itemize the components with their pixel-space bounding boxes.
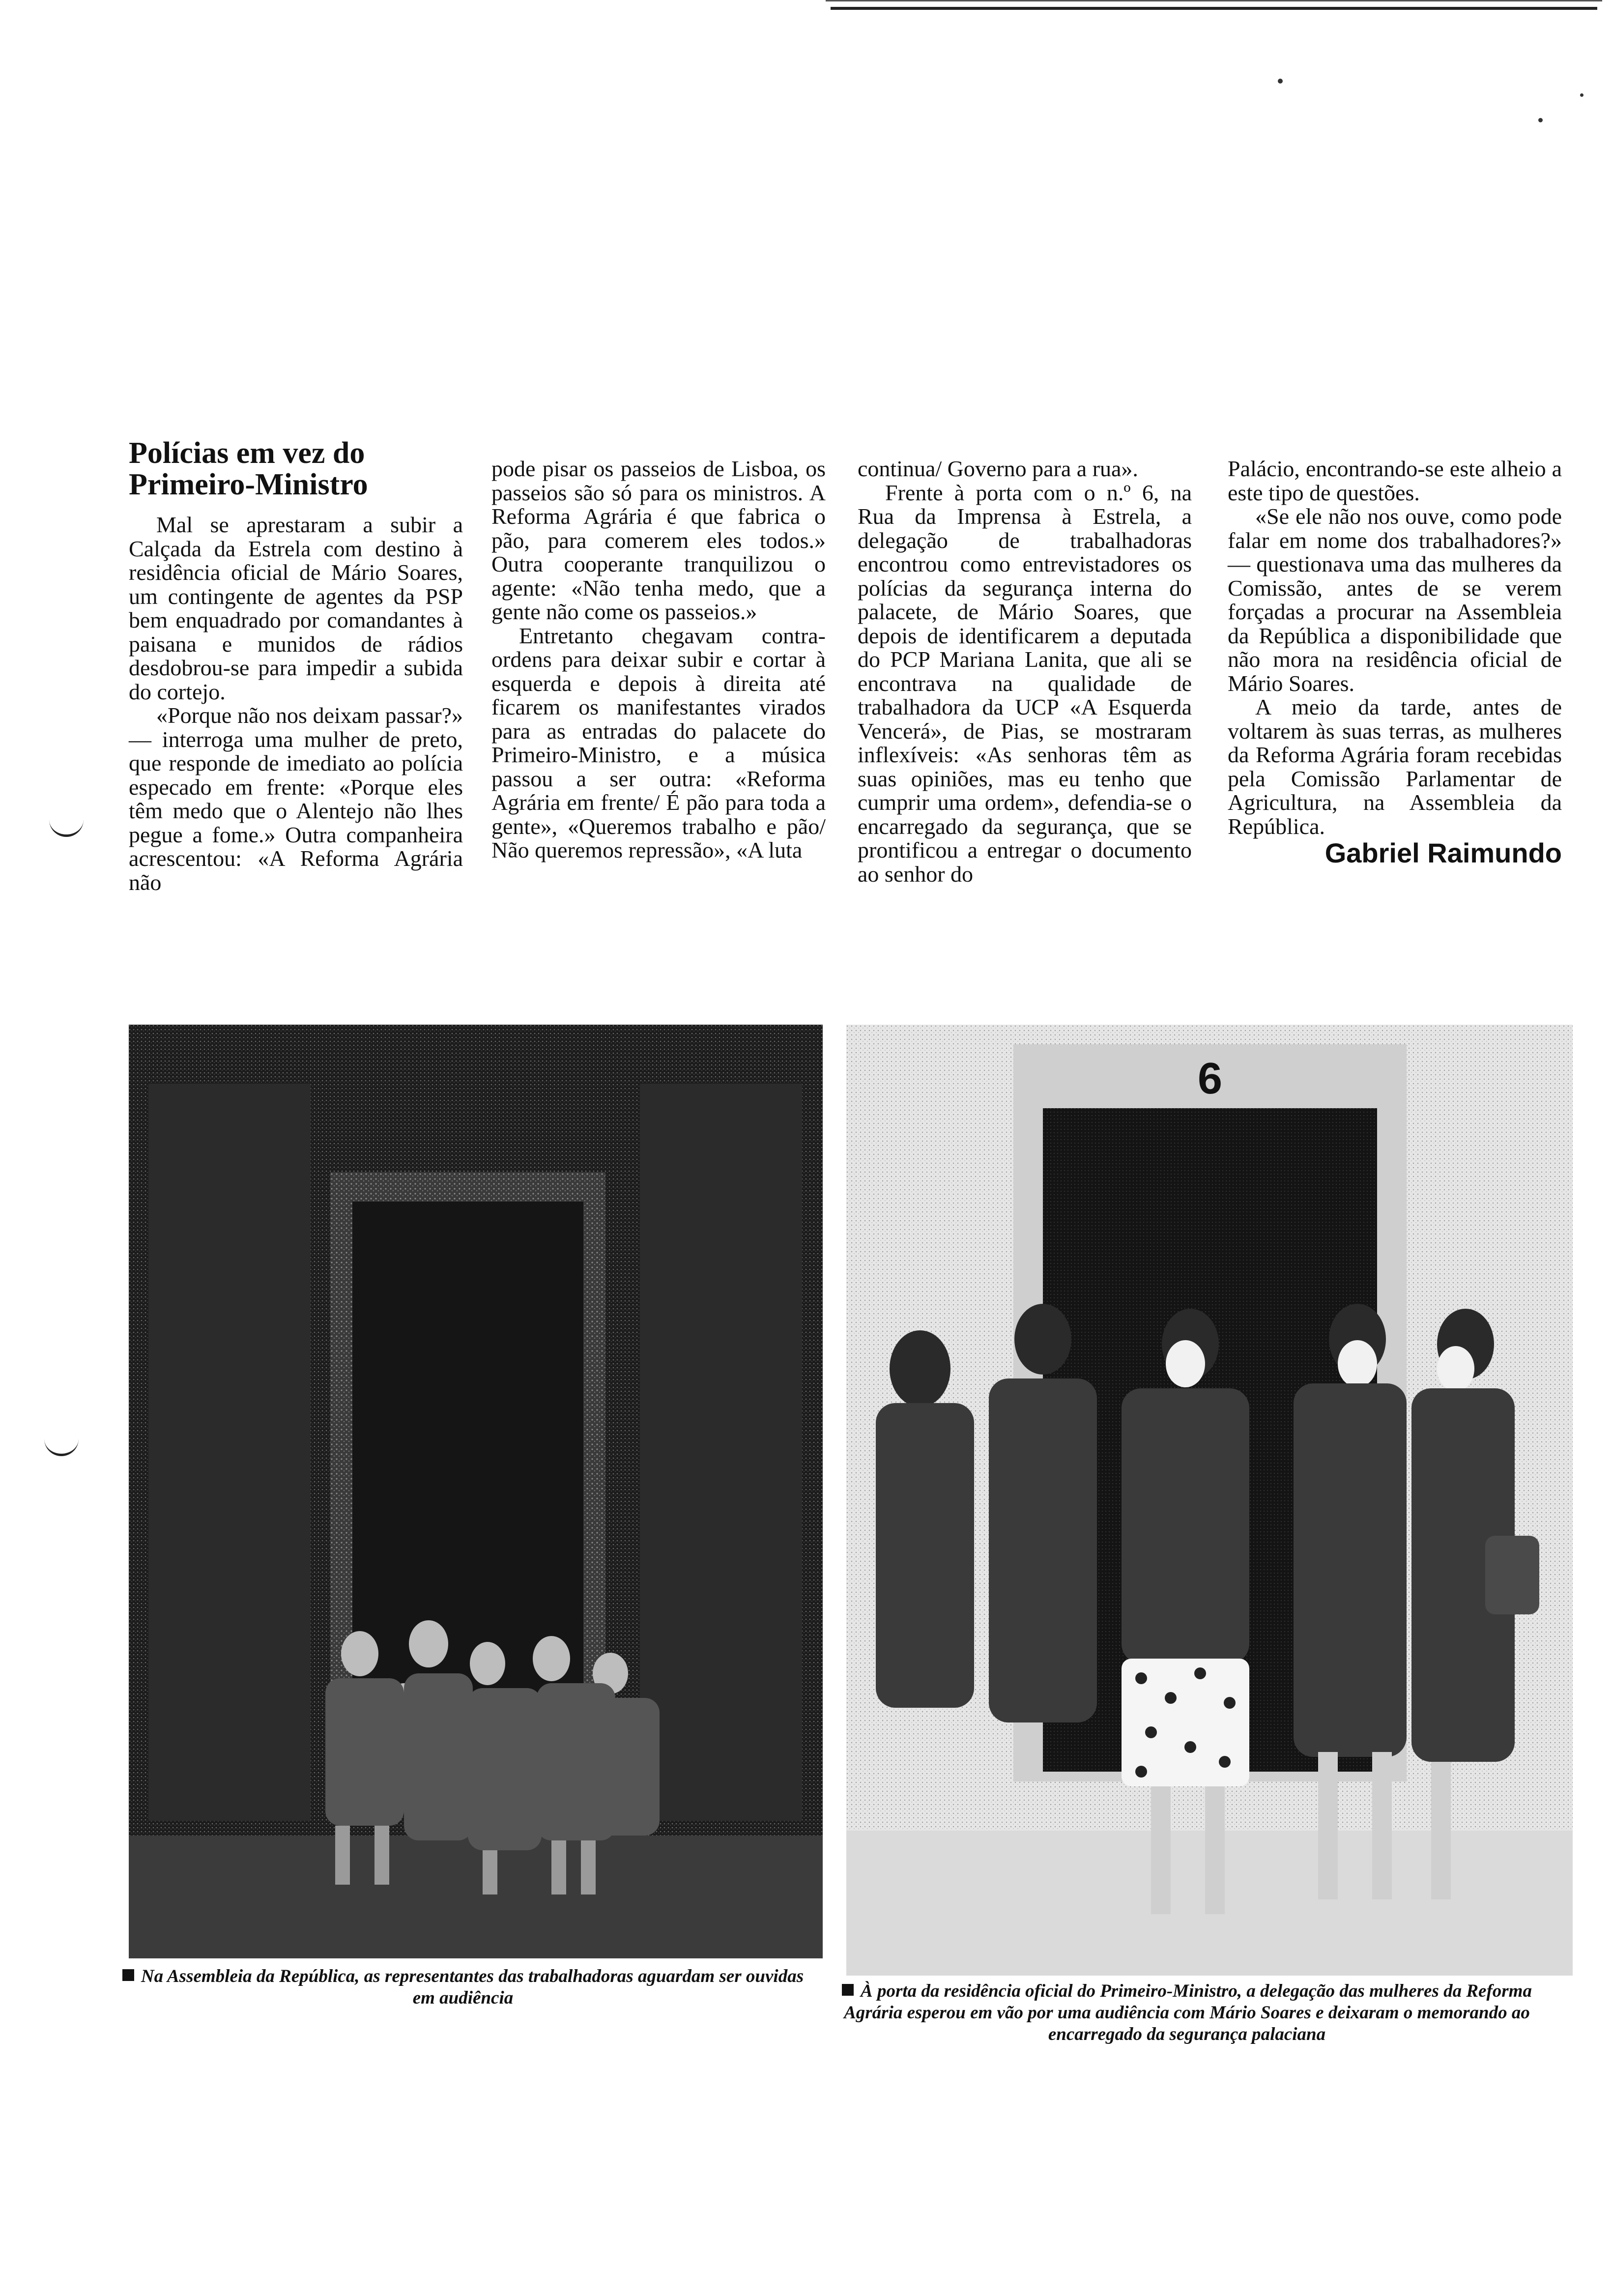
paragraph: «Se ele não nos ouve, como pode falar em nome dos trabalhadores?» — questionava uma das mulheres da Comissão, antes de se verem forçadas a procurar na Assembleia da República a disponibilidade que não mora na residência oficial de Mário Soares. xyxy=(1228,504,1562,696)
binder-mark-lower xyxy=(44,1435,79,1456)
caption-text: Na Assembleia da República, as representantes das trabalhadoras aguardam ser ouvidas em audiência xyxy=(141,1966,804,2008)
scan-speck xyxy=(1580,93,1583,97)
scan-speck xyxy=(1278,79,1283,84)
paragraph: «Porque não nos deixam passar?» — interroga uma mulher de preto, que responde de imediato ao polícia especado em frente: «Porque eles têm medo que o Alentejo não lhes pegue a fome.» Outra companheira acrescentou: «A Reforma Agrária não xyxy=(129,703,463,895)
photo-door-delegation xyxy=(846,1025,1573,1976)
paragraph: pode pisar os passeios de Lisboa, os passeios são só para os ministros. A Reforma Agrária é que fabrica o pão, para comerem eles todos.» Outra cooperante tranquilizou o agente: «Não tenha medo, que a gente não come os passeios.» xyxy=(491,456,826,624)
paragraph: Entretanto chegavam contra-ordens para deixar subir e cortar à esquerda e depois à direita até ficarem os manifestantes virados para as entradas do palacete do Primeiro-Ministro, e a música passou a ser outra: «Reforma Agrária em frente/ É pão para toda a gente», «Queremos trabalho e pão/ Não queremos repressão», «A luta xyxy=(491,623,826,862)
caption-text: À porta da residência oficial do Primeiro-Ministro, a delegação das mulheres da Reforma Agrária esperou em vão por uma audiência com Mário Soares e deixaram o memorando ao encarregado da segurança palaciana xyxy=(844,1981,1532,2044)
door-number: 6 xyxy=(1197,1054,1223,1103)
caption-bullet xyxy=(122,1969,134,1981)
article-column-3 xyxy=(858,457,1192,1003)
paragraph: continua/ Governo para a rua». xyxy=(858,456,1138,481)
photo-caption-left xyxy=(114,1966,812,2009)
paragraph: A meio da tarde, antes de voltarem às suas terras, as mulheres da Reforma Agrária foram recebidas pela Comissão Parlamentar de Agricultura, na Assembleia da República. xyxy=(1228,694,1562,839)
paragraph: Palácio, encontrando-se este alheio a este tipo de questões. xyxy=(1228,456,1562,505)
article-column-1 xyxy=(129,436,463,1003)
paragraph: Frente à porta com o n.º 6, na Rua da Imprensa à Estrela, a delegação de trabalhadoras encontrou como entrevistadores os polícias da segurança interna do palacete, de Mário Soares, que depois de identificarem a deputada do PCP Mariana Lanita, que ali se encontrava na qualidade de trabalhadora da UCP «A Esquerda Vencerá», de Pias, se mostraram inflexíveis: «As senhoras têm as suas opiniões, mas eu tenho que cumprir uma ordem», defendia-se o encarregado da segurança, que se prontificou a entregar o documento ao senhor do xyxy=(858,480,1192,887)
binder-mark-upper xyxy=(49,816,84,837)
photo-assembly-image xyxy=(129,1025,823,1958)
scan-speck xyxy=(1538,118,1543,122)
caption-bullet xyxy=(842,1984,854,1996)
article-headline: Polícias em vez do Primeiro-Ministro xyxy=(129,436,368,501)
photo-caption-right xyxy=(838,1980,1536,2045)
top-rule xyxy=(831,7,1597,10)
top-rule-thin xyxy=(826,0,1602,1)
article-column-2 xyxy=(491,457,826,1003)
photo-door-image xyxy=(846,1025,1573,1976)
byline: Gabriel Raimundo xyxy=(1324,837,1562,868)
paragraph: Mal se aprestaram a subir a Calçada da Estrela com destino à residência oficial de Mário Soares, um contingente de agentes da PSP bem enquadrado por comandantes à paisana e munidos de rádios desdobrou-se para impedir a subida do cortejo. xyxy=(129,512,463,704)
article-column-4 xyxy=(1228,457,1562,1003)
photo-assembly-women xyxy=(129,1025,823,1958)
